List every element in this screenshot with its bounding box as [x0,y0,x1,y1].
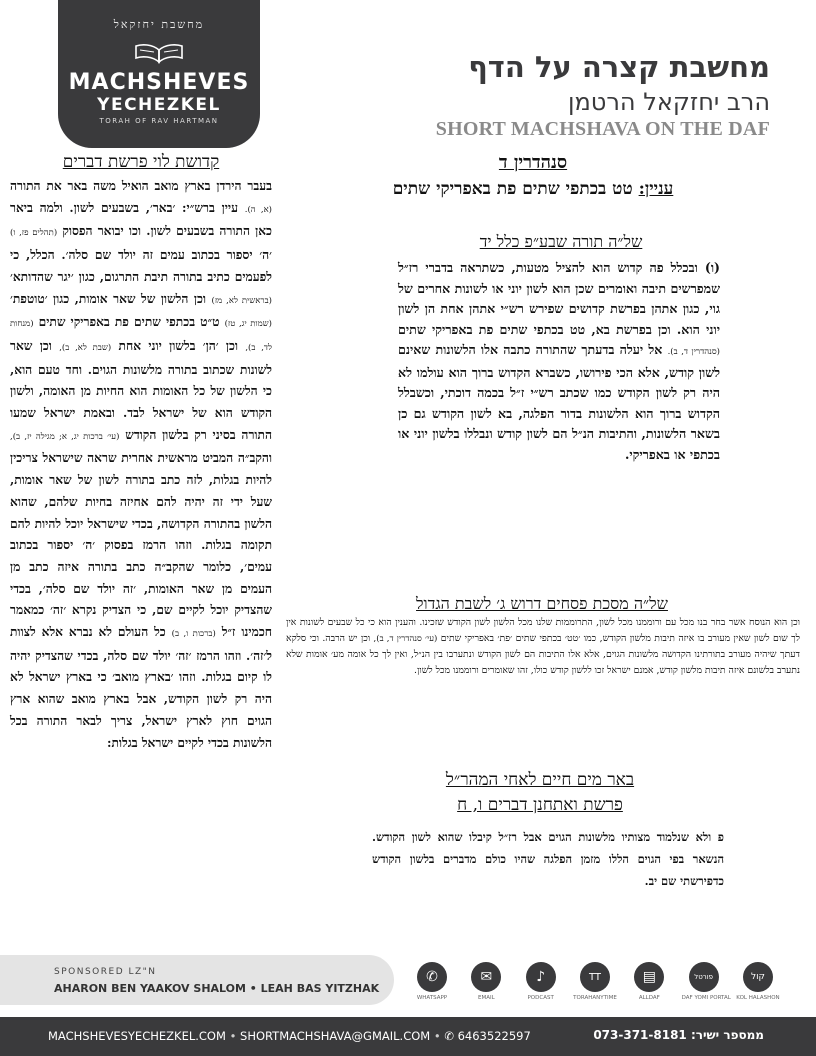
inyan-label: עניין: [638,179,674,199]
section3-text: פ ולא שנלמוד מצותיו מלשונות הגוים אבל רז״ל קיבלו שהוא לשון הקודש. הנשאר בפי הגוים הללו מזמן הפלגה שהיו כולם מדברים בלשון הקודש כדפירשתי שם יב. [372,830,724,888]
logo-tagline: TORAH OF RAV HARTMAN [99,117,219,125]
daf-yomi-portal-icon: פורטל [689,962,719,992]
alldaf-link[interactable] [627,962,671,1008]
header-title-english: SHORT MACHSHAVA ON THE DAF [435,118,770,140]
left-column [10,152,272,957]
source-ref: (שבת לא, ב), [59,342,112,353]
website-link[interactable]: MACHSHEVESYECHEZKEL.COM [48,1029,226,1043]
torahanytime-icon: TT [580,962,610,992]
phone-number[interactable]: 073-371-8181 [593,1028,687,1042]
source-ref: (תהלים פז, ו) [10,228,58,239]
paragraph-text: אל יעלה בדעתך שהתורה כתבה אלו הלשונות שאינם לשון קודש, אלא הכי פירושו, כשברא הקדוש ברוך הוא עולמו לא היה רק לשון הקודש כמו שכתב רש״י ז״ל בכמה דוכתי, וכשבלל הקדוש ברוך הוא הלשונות בדור הפלגה, בא לשון הקודש גם כן בשאר הלשונות, והתיבות הנ״ל הם לשון קודש ונבללו בלשון יוני או בכתפי או באפריקי. [398,342,720,462]
source-ref: (שמות יג, טז) [224,319,272,330]
logo-line2: YECHEZKEL [97,95,221,115]
book-icon [134,40,184,66]
kol-halashon-icon: קול [743,962,773,992]
source-ref: (סנהדרין ד, ב). [667,347,720,357]
podcast-label: PODCAST [527,995,554,1001]
section2-title: של״ה מסכת פסחים דרוש ג׳ לשבת הגדול [416,594,668,613]
paragraph-text: ׳ה׳ יספור בכתוב עמים זה יולד שם סלה׳. הכלל, כי לפעמים כתיב בתורה תיבת התרגום, כגון ׳יגר שהדותא׳ [10,248,272,284]
section3-title: באר מים חיים לאחי המהר״ל [445,770,635,790]
section1-intro: (ו) ובכלל [670,260,720,275]
logo-hebrew: מחשבת יחזקאל [113,18,205,31]
platform-links [410,962,780,1008]
paragraph-text: וכן יש הרבה. וכי סלקא דעתך שיהיה מעורב בתורתינו הקדושה מלשונות הגוים, אלא אלו התיבות הם לשון הקודש ונתערבו בין הנ״ל, ואין לך כל אומה מע׳ אומות שלא נתערב בלשונם איזה תיבות מלשון קודש, אמנם ישראל זכו ללשון קודש כולו, זהו שאומרים ורוממנו מכל לשון. [286,633,800,676]
kol-halashon-label: KOL HALASHON [736,995,780,1001]
email-icon: ✉ [471,962,501,992]
torahanytime-label: TORAHANYTIME [573,995,617,1001]
email-label: EMAIL [477,995,495,1001]
section3-subtitle: פרשת ואתחנן דברים ו, ח [457,795,623,815]
kol-halashon-link[interactable] [736,962,780,1008]
torahanytime-link[interactable] [573,962,617,1008]
paragraph-text: והקב״ה המביט מראשית אחרית שראה שישראל צריכין להיות בגלות, לזה כתב בתורה לשון של שאר אומות, שעל ידי זה יהיה להם אחיזה בחיות שלהם, שהוא הלשון בהתורה הקדושה, בכדי שישראל יוכל להיות להם תקומה בגלות. וזהו הרמז בפסוק ׳ה׳ יספור בכתוב עמים׳, כלומר שהקב״ה כתב בתורה איזה כתב מן העמים מן שאר האומות, ׳זה יולד שם סלה׳, בכדי שהצדיק יוכל לקיים שם, כי הצדיק נקרא ׳זה׳ כמאמר חכמינו ז״ל [10,451,272,640]
source-ref: (בראשית לא, מז) [211,295,272,306]
whatsapp-icon: ✆ [417,962,447,992]
email-link[interactable] [464,962,508,1008]
phone-label: ממספר ישיר: [690,1028,764,1042]
source-ref: (עי׳ ברכות יג, א; מגילה יז, ב), [10,431,120,442]
source-ref: (א, ה). [244,204,272,215]
whatsapp-small-icon: ✆ [444,1029,454,1043]
right-column-header [282,152,784,199]
email-address-link[interactable]: SHORTMACHSHAVA@GMAIL.COM [240,1029,431,1043]
whatsapp-label: WHATSAPP [416,995,448,1001]
footer-bar [0,1017,816,1056]
source-ref: (מנחות לד, ב), [10,319,272,353]
paragraph-text: כל העולם לא נברא אלא לצוות ל׳זה׳. וזהו הרמז ׳זה׳ יולד שם סלה, בכדי שהצדיק יהיה לו קיום בגלות. וזהו ׳בארץ מואב׳ כי בארץ ישראל לא היה רק לשון הקודש, אבל בארץ מואב שהוא ארץ הגוים חוץ לארץ ישראל, צריך לבאר התורה בכל הלשונות בכדי לקיים ישראל בגלות: [10,625,272,750]
alldaf-icon: ▤ [634,962,664,992]
whatsapp-link[interactable] [410,962,454,1008]
alldaf-label: ALLDAF [638,995,660,1001]
podcast-link[interactable] [519,962,563,1008]
logo-line1: MACHSHEVES [68,70,250,95]
logo [58,0,260,148]
left-column-text [10,176,272,754]
section1-text [398,258,720,465]
header-rabbi-name: הרב יחזקאל הרטמן [567,88,770,116]
inyan-line [282,179,784,199]
section2-text [286,615,800,679]
section1-title: של״ה תורה שבע״פ כלל יד [479,232,643,251]
paragraph-text: וכן שאר לשונות שכתוב בתורה מלשונות הגוים. וחד טעם הוא, כי הלשון של כל האומות הוא החיות מן האומה, ולשון הקודש הוא של ישראל לבד. ובאמת ישראל שמעו התורה בסיני רק בלשון הקודש [10,338,272,442]
left-column-title: קדושת לוי פרשת דברים [62,152,220,172]
paragraph-text: וכן ׳הן׳ בלשון יוני אחת [118,338,239,353]
source-ref: (עי׳ סנהדרין ד, ב), [373,634,438,644]
whatsapp-number[interactable]: 6463522597 [457,1029,531,1043]
left-first-words: בעבר הירדן בארץ מואב הואיל משה באר את התורה [10,179,272,193]
header-title-hebrew: מחשבת קצרה על הדף [468,50,770,84]
source-ref: (ברכות ו, ב) [171,629,216,640]
sponsor-banner [0,955,394,1005]
daf-yomi-portal-link[interactable] [681,962,731,1008]
podcast-icon: ♪ [526,962,556,992]
daf-yomi-portal-label: DAF YOMI PORTAL [681,995,731,1001]
inyan-text: טט בכתפי שתים פת באפריקי שתים [392,179,633,199]
masechta-title: סנהדרין ד [498,152,568,173]
sponsor-label: SPONSORED LZ"N [54,967,157,977]
footer-contacts: MACHSHEVESYECHEZKEL.COM • SHORTMACHSHAVA@GMAIL.COM • ✆ 6463522597 [48,1029,531,1043]
paragraph-text: וכן הוא הנוסח אשר בחר בנו מכל עם ורוממנו מכל לשון, התרוממות שלנו מכל הלשון לשון הקודש שזכינו. והענין הוא כי כל שבעים לשונות אין לך שום לשון שאין מעורב בו איזה תיבות מלשון הקודש, כמו ׳טט׳ בכתפי שתים ׳פת׳ באפריקי שתים [286,617,801,644]
paragraph-text: ט״ט בכתפי שתים פת באפריקי שתים [38,315,220,330]
footer-phone [593,1028,764,1042]
paragraph-text: פה קדוש הוא להציל מטעות, כשתראה בדברי רז״ל שמפרשים תיבה ואומרים שכן הוא לשון יוני או לשונות אחרים של גוי, כגון אתהן בפרשת קדושים שפירש רש״י אתהן אחת הן לשון יוני הוא. וכן בפרשת בא, טט בכתפי שתים פת באפריקי שתים [398,260,720,337]
paragraph-text: וכן הלשון של שאר אומות, כגון ׳טוטפת׳ [10,291,207,306]
paragraph-text: עיין ברש״י: ׳באר׳, בשבעים לשון. ולמה ביאר כאן התורה בשבעים לשון. וכו יבואר הפסוק [10,200,272,239]
sponsor-names: AHARON BEN YAAKOV SHALOM • LEAH BAS YITZHAK [54,982,380,995]
